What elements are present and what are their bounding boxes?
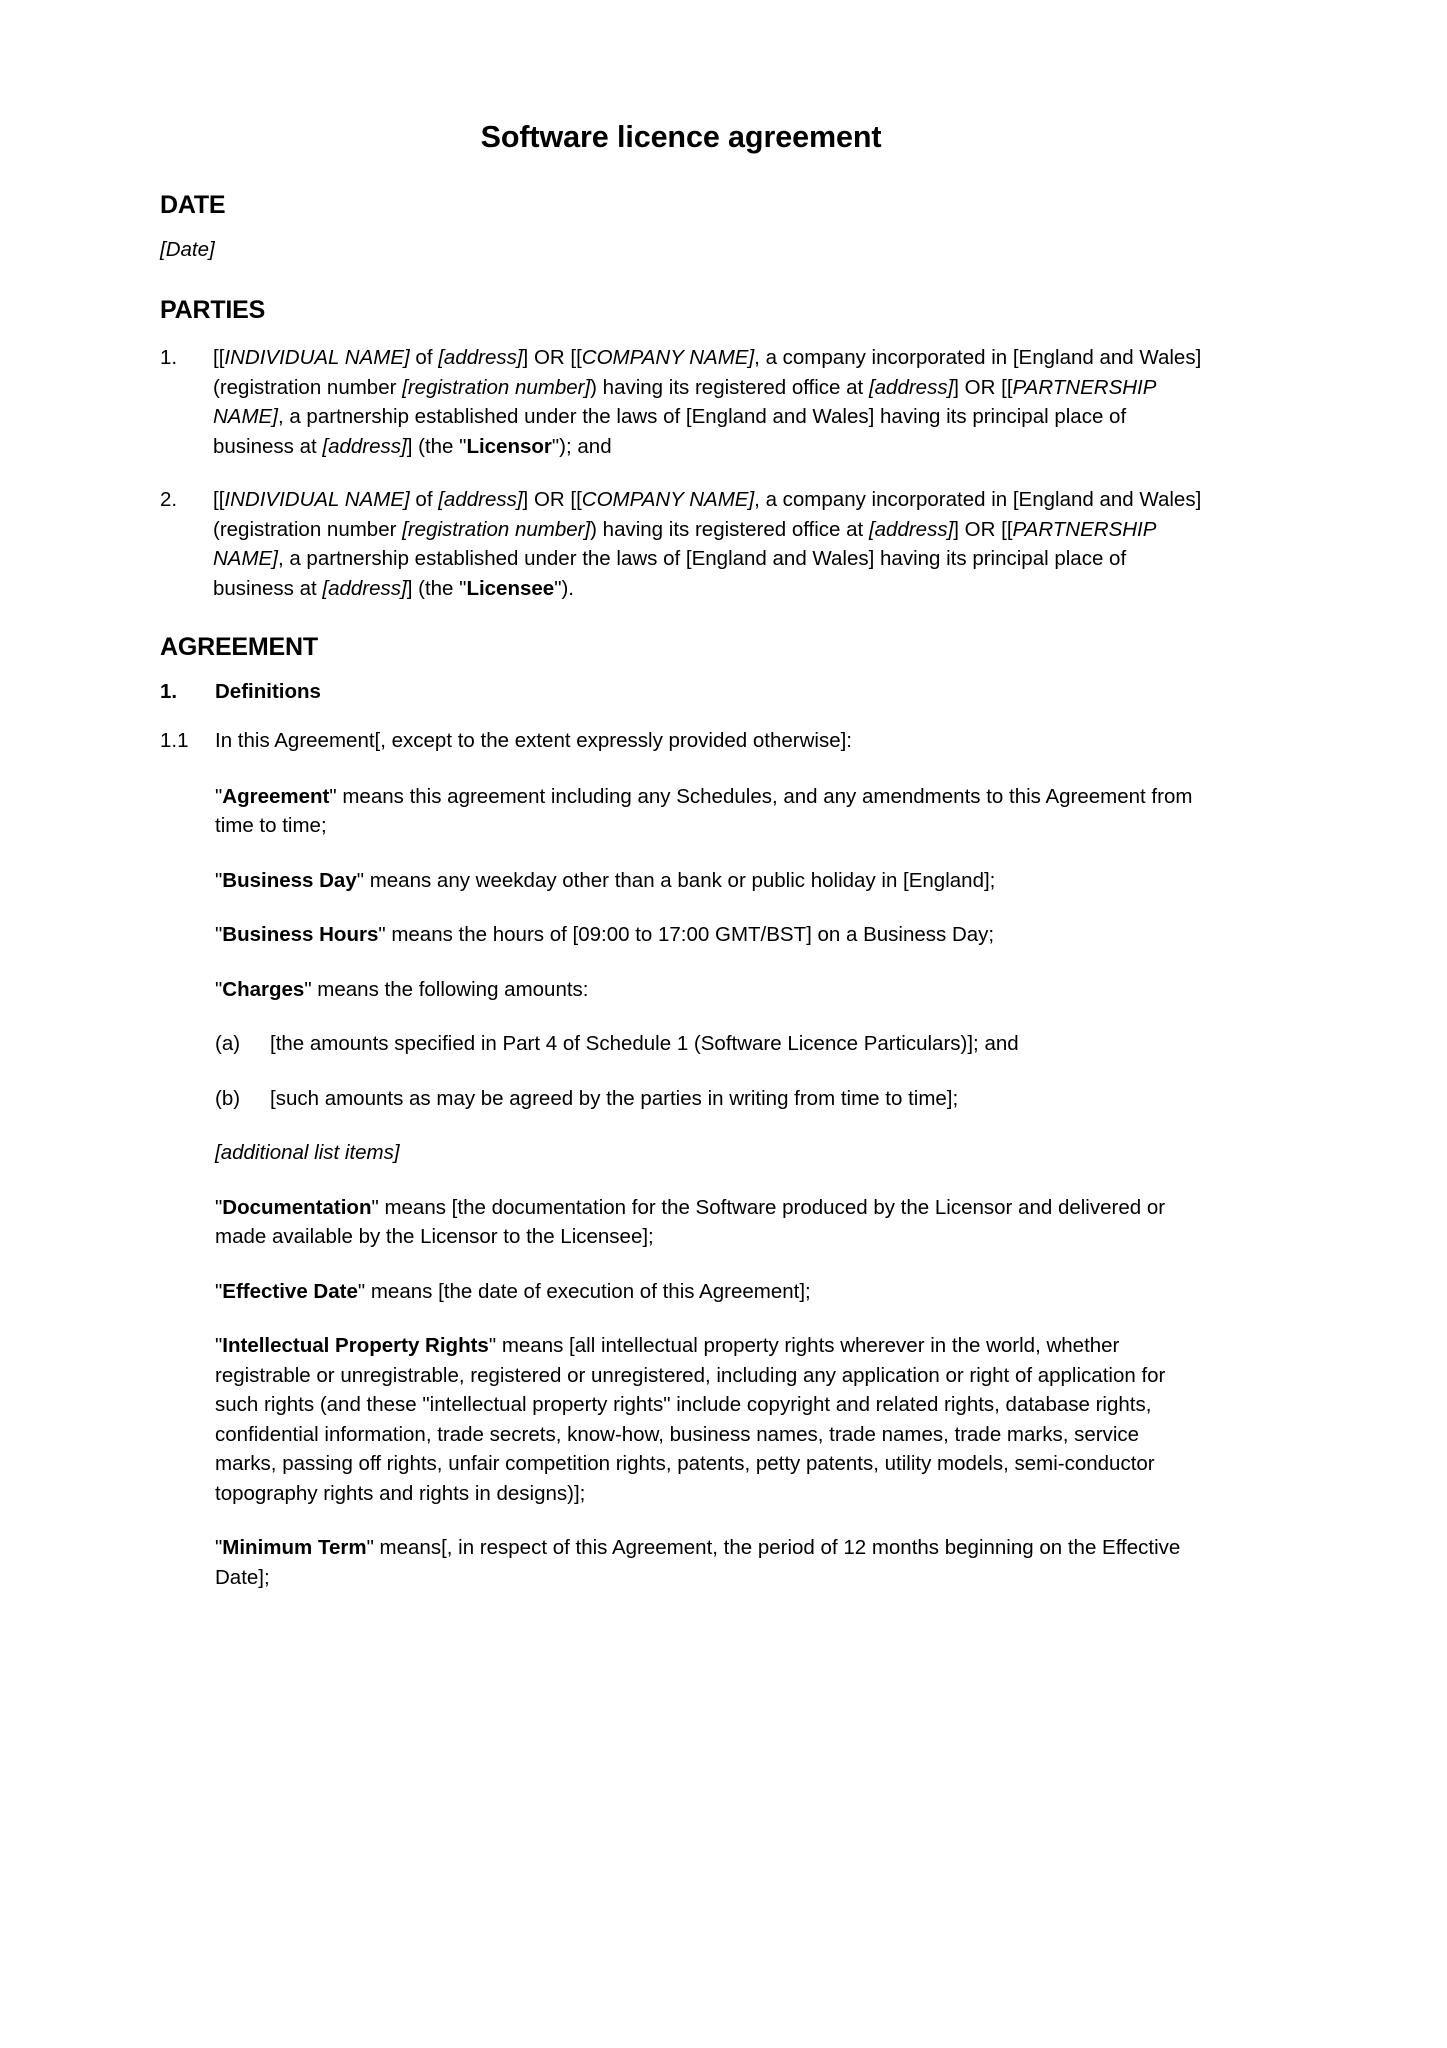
party-individual-name: INDIVIDUAL NAME] xyxy=(224,488,410,511)
section-heading-parties: PARTIES xyxy=(160,296,266,324)
definition-term: Charges xyxy=(222,977,305,1001)
party-text xyxy=(213,485,1202,603)
party-partnership-name: PARTNERSHIP NAME] xyxy=(213,517,1156,570)
section-heading-agreement: AGREEMENT xyxy=(160,633,318,661)
party-text-part5: ) having its registered office at xyxy=(590,375,869,399)
definition-business-hours: "Business Hours" means the hours of [09:00 to 17:00 GMT/BST] on a Business Day; xyxy=(215,923,995,946)
party-item xyxy=(160,343,1202,461)
definition-text: " means the following amounts: xyxy=(304,977,589,1001)
definition-effective-date: "Effective Date" means [the date of execution of this Agreement]; xyxy=(215,1279,811,1303)
party-address-2: [address] xyxy=(868,517,954,541)
party-individual-name: INDIVIDUAL NAME] xyxy=(224,346,410,369)
subclause-text: In this Agreement[, except to the extent expressly provided otherwise]: xyxy=(215,729,852,752)
party-defined-term: Licensee xyxy=(466,576,555,600)
party-text-part1: [[ xyxy=(213,346,225,369)
party-text-part7: , a partnership established under the laws of [England and Wales] having its principal place of business at xyxy=(213,547,1127,600)
party-registration-number: [registration number] xyxy=(402,375,591,399)
definition-intellectual-property-rights: "Intellectual Property Rights" means [all intellectual property rights wherever in the world, whether registrable or unregistrable, registered or unregistered, including any application or right of application for such rights (and these "intellectual property rights" include copyright and related rights, database rights, confidential information, trade secrets, know-how, business names, trade names, trade marks, service marks, passing off rights, unfair competition rights, patents, petty patents, utility models, semi-conductor topography rights and rights in designs)]; xyxy=(215,1334,1166,1505)
party-address-3: [address] xyxy=(322,434,407,458)
definition-term: Business Hours xyxy=(222,923,379,946)
party-address-2: [address] xyxy=(868,375,954,399)
party-number: 1. xyxy=(160,346,178,369)
party-text-part9: "); and xyxy=(551,434,612,458)
definition-business-day: "Business Day" means any weekday other than a bank or public holiday in [England]; xyxy=(215,868,996,892)
clause-number: 1. xyxy=(160,680,178,703)
party-item xyxy=(160,485,1202,603)
definition-term: Effective Date xyxy=(222,1279,358,1303)
definition-term: Intellectual Property Rights xyxy=(222,1334,489,1357)
party-defined-term: Licensor xyxy=(466,434,552,458)
party-address-1: [address] xyxy=(438,488,523,511)
party-company-name: COMPANY NAME] xyxy=(581,488,755,511)
party-text-part9: "). xyxy=(554,576,574,600)
party-text-part3: ] OR [[ xyxy=(522,346,582,369)
additional-list-items-note: [additional list items] xyxy=(215,1141,400,1164)
party-address-3: [address] xyxy=(322,576,407,600)
subclause-1-1 xyxy=(160,726,1202,756)
party-text-part8: ] (the " xyxy=(406,434,467,458)
party-text-part3: ] OR [[ xyxy=(522,488,582,511)
party-text-part4: , a company incorporated in [England and Wales] (registration number xyxy=(213,346,1202,399)
definition-term: Minimum Term xyxy=(222,1536,367,1559)
definition-text: " means this agreement including any Schedules, and any amendments to this Agreement from time to time; xyxy=(215,784,1193,837)
definition-term: Business Day xyxy=(222,868,357,892)
definition-documentation: "Documentation" means [the documentation for the Software produced by the Licensor and delivered or made available by the Licensor to the Licensee]; xyxy=(215,1195,1166,1248)
party-text-part6: ] OR [[ xyxy=(953,517,1013,541)
definition-term: Agreement xyxy=(222,784,330,808)
definition-charges: "Charges" means the following amounts: xyxy=(215,977,589,1001)
party-address-1: [address] xyxy=(438,346,523,369)
list-item-letter: (b) xyxy=(215,1086,241,1110)
party-text-part2: of xyxy=(409,488,439,511)
party-text-part6: ] OR [[ xyxy=(953,375,1013,399)
definition-text: " means [the date of execution of this Agreement]; xyxy=(357,1279,811,1303)
clause-heading-definitions xyxy=(160,680,1202,704)
list-item-text: [such amounts as may be agreed by the parties in writing from time to time]; xyxy=(270,1086,959,1110)
definition-text: " means[, in respect of this Agreement, the period of 12 months beginning on the Effective Date]; xyxy=(215,1536,1181,1589)
charges-list-item-a xyxy=(215,1029,1202,1059)
party-text-part4: , a company incorporated in [England and Wales] (registration number xyxy=(213,488,1202,541)
list-item-letter: (a) xyxy=(215,1032,241,1055)
charges-list-item-b xyxy=(215,1084,1202,1114)
subclause-number: 1.1 xyxy=(160,729,189,752)
definition-text: " means any weekday other than a bank or public holiday in [England]; xyxy=(356,868,996,892)
party-text-part8: ] (the " xyxy=(406,576,467,600)
definition-agreement: "Agreement" means this agreement including any Schedules, and any amendments to this Agreement from time to time; xyxy=(215,784,1193,837)
party-text-part2: of xyxy=(409,346,439,369)
party-company-name: COMPANY NAME] xyxy=(581,346,755,369)
party-text-part5: ) having its registered office at xyxy=(590,517,869,541)
list-item-text: [the amounts specified in Part 4 of Schedule 1 (Software Licence Particulars)]; and xyxy=(270,1032,1019,1055)
date-placeholder-value: [Date] xyxy=(160,238,215,261)
section-heading-date: DATE xyxy=(160,191,226,219)
party-number: 2. xyxy=(160,488,178,511)
page-title: Software licence agreement xyxy=(480,120,882,154)
party-text-part1: [[ xyxy=(213,488,225,511)
definition-term: Documentation xyxy=(222,1195,372,1219)
party-partnership-name: PARTNERSHIP NAME] xyxy=(213,375,1156,428)
clause-title: Definitions xyxy=(215,680,321,703)
definition-text: " means [all intellectual property rights wherever in the world, whether registrable or unregistrable, registered or unregistered, including any application or right of application for such rights (and these "intellectual property rights" include copyright and related rights, database rights, confidential information, trade secrets, know-how, business names, trade names, trade marks, service marks, passing off rights, unfair competition rights, patents, petty patents, utility models, semi-conductor topography rights and rights in designs)]; xyxy=(215,1334,1166,1505)
party-text-part7: , a partnership established under the laws of [England and Wales] having its principal place of business at xyxy=(213,405,1127,458)
party-text xyxy=(213,343,1202,461)
party-registration-number: [registration number] xyxy=(402,517,591,541)
definition-text: " means [the documentation for the Software produced by the Licensor and delivered or made available by the Licensor to the Licensee]; xyxy=(215,1195,1166,1248)
definition-minimum-term: "Minimum Term" means[, in respect of this Agreement, the period of 12 months beginning on the Effective Date]; xyxy=(215,1536,1181,1589)
definition-text: " means the hours of [09:00 to 17:00 GMT/BST] on a Business Day; xyxy=(378,923,995,946)
